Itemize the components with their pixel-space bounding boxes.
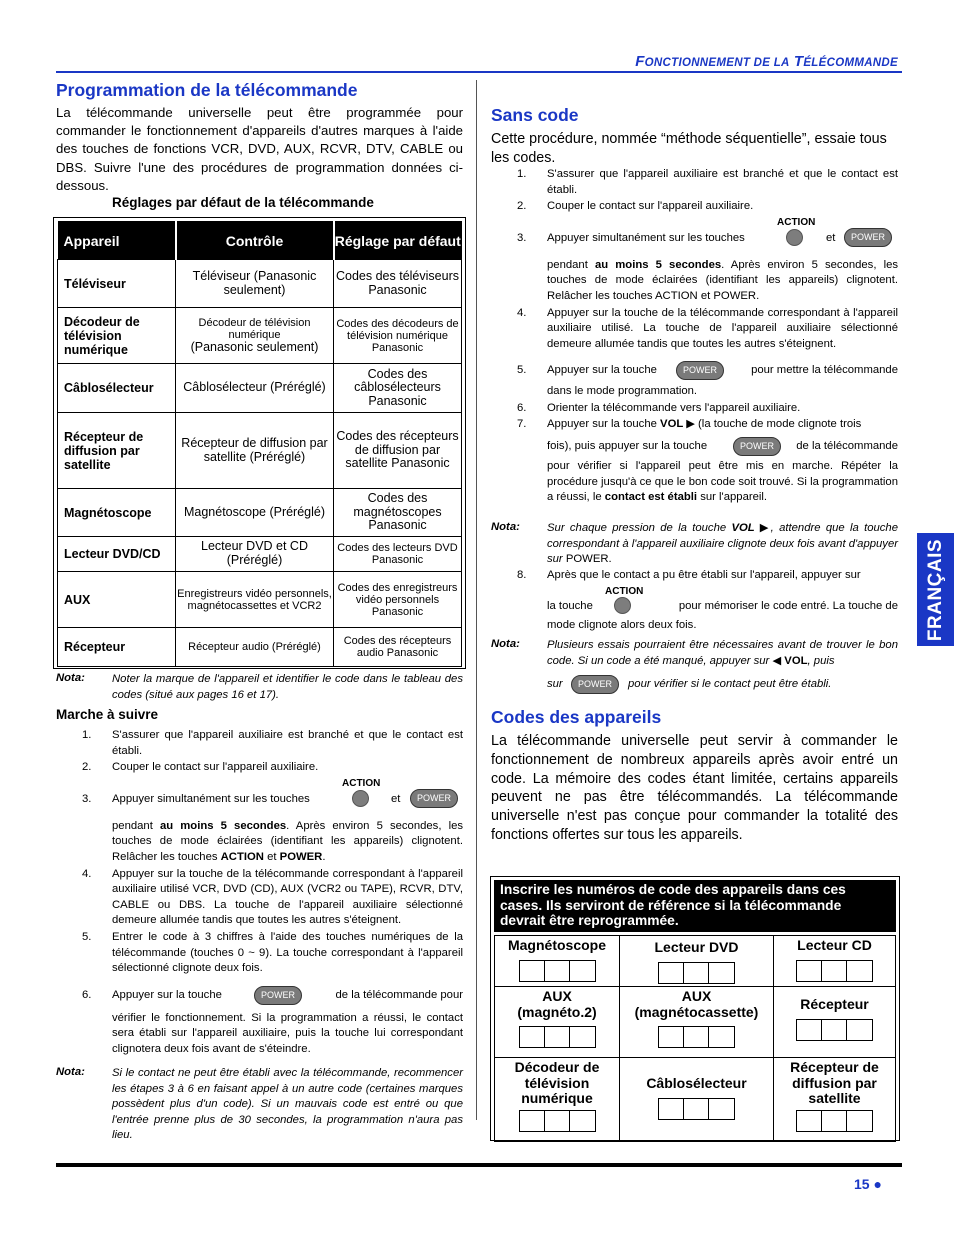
section-title-sans-code: Sans code: [491, 105, 579, 125]
code-cell: AUX (magnéto.2): [495, 987, 620, 1058]
nota-text-cont: sur POWER pour vérifier si le contact peut être établi.: [547, 675, 898, 695]
and-text: et: [391, 792, 401, 805]
code-cell: Câblosélecteur: [620, 1058, 774, 1142]
code-cell: Magnétoscope: [495, 936, 620, 987]
step-4: 4. Appuyer sur la touche de la télécommande correspondant à l'appareil auxiliaire utilisé. La touche de l'appareil auxiliaire sélectionné demeure allumée tandis que toutes les autres s'éteignent.: [517, 306, 898, 350]
action-label: ACTION: [342, 777, 381, 789]
cell: Codes des récepteurs de diffusion par satellite Panasonic: [334, 413, 462, 489]
step-6: 6. Appuyer sur la touche POWER de la télécommande pour: [82, 986, 463, 1008]
cell: Câblosélecteur (Préréglé): [176, 364, 334, 413]
step-8-cont: la touche ACTION pour mémoriser le code entré. La touche de: [547, 585, 898, 612]
step-7-cont2: pour vérifier si l'appareil peut être mis en marche. Répéter la procédure jusqu'à ce que le bon code soit trouvé. Si la programmation a réussi, le contact est établi sur l'appareil.: [547, 460, 898, 504]
cell: Lecteur DVD/CD: [58, 537, 176, 572]
table-row: [58, 260, 462, 308]
cell: Téléviseur: [58, 260, 176, 308]
cell: Enregistreurs vidéo personnels, magnétocassettes et VCR2: [176, 572, 334, 628]
cell: Codes des téléviseurs Panasonic: [334, 260, 462, 308]
nota-block: [491, 521, 898, 568]
steps-list: [82, 728, 463, 1058]
nota-text: Noter la marque de l'appareil et identifier le code dans le tableau des codes (situé aux pages 16 et 17).: [112, 673, 463, 701]
cell: Téléviseur (Panasonic seulement): [176, 260, 334, 308]
cell: Récepteur: [58, 628, 176, 667]
cell: Lecteur DVD et CD (Préréglé): [176, 537, 334, 572]
section-title-codes: Codes des appareils: [491, 707, 662, 727]
code-cell: Décodeur de télévision numérique: [495, 1058, 620, 1142]
header-rule: [56, 71, 902, 73]
step-text: Couper le contact sur l'appareil auxiliaire.: [112, 761, 319, 774]
cell-line: (Panasonic seulement): [190, 339, 319, 354]
step-1: 1. S'assurer que l'appareil auxiliaire est branché et que le contact est établi.: [82, 729, 463, 757]
step-8-cont2: mode clignote alors deux fois.: [547, 618, 697, 631]
action-button-icon: [614, 597, 631, 614]
cell: Codes des décodeurs de télévision numérique Panasonic: [334, 308, 462, 364]
code-entry-boxes[interactable]: [519, 1110, 596, 1132]
nota-label: Nota:: [56, 1066, 85, 1078]
table-row: [58, 537, 462, 572]
step-7: 7. Appuyer sur la touche VOL ▶ (la touche de mode clignote trois: [517, 417, 862, 430]
cell: Codes des enregistreurs vidéo personnels Panasonic: [334, 572, 462, 628]
table-row: [58, 489, 462, 537]
step-5: 5. Entrer le code à 3 chiffres à l'aide des touches numériques de la télécommande (touches 0 ~ 9). La touche correspondant à l'appareil sélectionné clignote deux fois.: [82, 930, 463, 975]
nota-block: [56, 672, 463, 703]
sans-code-steps-2: [517, 568, 898, 633]
step-3-cont: pendant au moins 5 secondes. Après environ 5 secondes, les touches de mode éclairées (identifiant les appareils) clignotent. Relâcher les touches ACTION et POWER.: [112, 819, 464, 863]
table-row: [58, 308, 462, 364]
power-button-icon: POWER: [844, 228, 892, 247]
table-title: Réglages par défaut de la télécommande: [112, 195, 374, 210]
page-number: 15 ●: [854, 1176, 882, 1192]
power-button-icon: POWER: [676, 361, 724, 380]
cell-line: Décodeur de télévision numérique: [198, 316, 311, 341]
cell: AUX: [58, 572, 176, 628]
footer-rule: [56, 1163, 902, 1167]
cell: Magnétoscope: [58, 489, 176, 537]
nota-text: Plusieurs essais pourraient être nécessaires avant de trouver le bon code. Si un code a été manqué, appuyer sur ◀ VOL, puis: [547, 639, 898, 667]
cell: Récepteur audio (Préréglé): [176, 628, 334, 667]
sans-code-steps: [517, 167, 898, 506]
code-entry-boxes[interactable]: [796, 1019, 873, 1041]
cell: Récepteur de diffusion par satellite (Préréglé): [176, 413, 334, 489]
col-header: Appareil: [58, 222, 176, 260]
step-1: 1. S'assurer que l'appareil auxiliaire est branché et que le contact est établi.: [517, 168, 898, 196]
step-3: 3. Appuyer simultanément sur les touches ACTION et POWER: [517, 229, 898, 253]
step-5: 5. Appuyer sur la touche POWER pour mettre la télécommande: [517, 361, 898, 383]
step-8: 8. Après que le contact a pu être établi sur l'appareil, appuyer sur: [517, 569, 861, 581]
power-button-icon: POWER: [733, 437, 781, 456]
step-3: 3. Appuyer simultanément sur les touches ACTION et POWER: [82, 790, 463, 814]
step-6: 6. Orienter la télécommande vers l'appareil auxiliaire.: [517, 401, 801, 414]
code-entry-boxes[interactable]: [796, 1110, 873, 1132]
step-2: 2. Couper le contact sur l'appareil auxiliaire.: [517, 200, 754, 213]
code-entry-boxes[interactable]: [519, 1026, 596, 1048]
code-cell: Lecteur CD: [774, 936, 896, 987]
cell: Codes des magnétoscopes Panasonic: [334, 489, 462, 537]
step-7-cont: fois), puis appuyer sur la touche POWER de la télécommande: [517, 437, 898, 459]
cell: Décodeur de télévision numérique: [58, 308, 176, 364]
code-entry-boxes[interactable]: [519, 960, 596, 982]
table-row: [58, 413, 462, 489]
step-6-cont: vérifier le fonctionnement. Si la programmation a réussi, le contact sera établi sur l'appareil auxiliaire, puis la touche lui correspondant clignotera deux fois avant de s'éteindre.: [112, 1011, 463, 1055]
step-text: Appuyer sur la touche de la télécommande correspondant à l'appareil auxiliaire utilisé VCR, DVD (CD), AUX (VCR2 ou TAPE), RCVR, DTV, CABLE ou DBS. La touche de l'appareil auxiliaire sélectionné demeure allumée tandis que toutes les autres s'éteignent.: [112, 867, 463, 927]
nota-label: Nota:: [491, 521, 520, 533]
box-heading: Inscrire les numéros de code des appareils dans ces cases. Ils serviront de référence si la télécommande devrait être reprogrammée.: [494, 880, 896, 932]
step-2: 2. Couper le contact sur l'appareil auxiliaire.: [82, 761, 319, 774]
intro-paragraph: La télécommande universelle peut être programmée pour commander le fonctionnement d'appareils d'autres marques à l'aide des touches de fonctions VCR, DVD, AUX, RCVR, DTV, CABLE ou DBS. Suivre l'une des procédures de programmation données ci-dessous.: [56, 105, 463, 193]
code-cell: AUX (magnétocassette): [620, 987, 774, 1058]
nota-label: Nota:: [56, 672, 85, 684]
nota-block: [56, 1066, 463, 1144]
action-button-icon: [352, 790, 369, 807]
code-record-box: [490, 876, 900, 1141]
cell: Magnétoscope (Préréglé): [176, 489, 334, 537]
step-text: Appuyer simultanément sur les touches: [112, 792, 310, 805]
nota-text: Sur chaque pression de la touche VOL ▶, attendre que la touche correspondant à l'appareil auxiliaire clignote deux fois avant d'appuyer sur POWER.: [547, 522, 899, 566]
action-label: ACTION: [777, 216, 816, 228]
col-header: Contrôle: [176, 222, 334, 260]
table-row: [58, 628, 462, 667]
code-entry-boxes[interactable]: [658, 962, 735, 984]
sans-code-intro: Cette procédure, nommée “méthode séquentielle”, essaie tous les codes.: [491, 131, 887, 166]
code-cell: Lecteur DVD: [620, 936, 774, 987]
step-text: S'assurer que l'appareil auxiliaire est branché et que le contact est établi.: [112, 729, 463, 757]
cell: Codes des câblosélecteurs Panasonic: [334, 364, 462, 413]
code-entry-boxes[interactable]: [658, 1026, 735, 1048]
step-3-cont: pendant au moins 5 secondes. Après environ 5 secondes, les touches de mode éclairées (identifiant les appareils) clignotent. Relâcher les touches ACTION et POWER.: [547, 258, 899, 302]
action-label: ACTION: [605, 585, 644, 597]
code-entry-boxes[interactable]: [796, 960, 873, 982]
cell: Récepteur de diffusion par satellite: [58, 413, 176, 489]
col-header: Réglage par défaut: [334, 222, 462, 260]
code-entry-boxes[interactable]: [658, 1098, 735, 1120]
cell: Codes des lecteurs DVD Panasonic: [334, 537, 462, 572]
column-divider: [476, 80, 477, 1120]
table-row: [58, 572, 462, 628]
cell: Codes des récepteurs audio Panasonic: [334, 628, 462, 667]
cell: Câblosélecteur: [58, 364, 176, 413]
running-header: FONCTIONNEMENT DE LA TÉLÉCOMMANDE: [635, 53, 898, 70]
step-text: de la télécommande pour: [335, 988, 463, 1001]
power-button-icon: POWER: [571, 675, 619, 694]
code-cell: Récepteur de diffusion par satellite: [774, 1058, 896, 1142]
step-text: Entrer le code à 3 chiffres à l'aide des touches numériques de la télécommande (touches 0 ~ 9). La touche correspondant à l'appareil sélectionné clignote deux fois.: [112, 930, 463, 975]
step-5-cont: dans le mode programmation.: [547, 385, 698, 398]
section-title-programmation: Programmation de la télécommande: [56, 80, 358, 100]
power-button-icon: POWER: [254, 986, 302, 1005]
step-4: 4. Appuyer sur la touche de la télécommande correspondant à l'appareil auxiliaire utilisé VCR, DVD (CD), AUX (VCR2 ou TAPE), RCVR, DTV, CABLE ou DBS. La touche de l'appareil auxiliaire sélectionné demeure allumée tandis que toutes les autres s'éteignent.: [82, 867, 463, 927]
step-text: Appuyer sur la touche: [112, 988, 222, 1001]
language-side-tab: FRANÇAIS: [917, 533, 954, 646]
action-button-icon: [786, 229, 803, 246]
marche-title: Marche à suivre: [56, 707, 159, 722]
table-row: [58, 364, 462, 413]
nota-text: Si le contact ne peut être établi avec la télécommande, recommencer les étapes 3 à 6 en faisant appel à un autre code (certaines marques possèdent plus d'un code). Si un mauvais code est entré ou que l'entrée prenne plus de 30 secondes, la programmation n'aura pas lieu.: [112, 1067, 463, 1142]
default-settings-table: [53, 217, 466, 669]
codes-paragraph: La télécommande universelle peut servir à commander le fonctionnement de nombreux appareils après avoir entré un code. La mémoire des codes étant limitée, certains appareils peuvent ne pas être télécommandés. La télécommande universelle n'est pas conçue pour commander la totalité des fonctions offertes sur tous les appareils.: [491, 733, 898, 843]
nota-block: [491, 638, 898, 695]
power-button-icon: POWER: [410, 789, 458, 808]
code-cell: Récepteur: [774, 987, 896, 1058]
nota-label: Nota:: [491, 638, 520, 650]
cell: [176, 308, 334, 364]
